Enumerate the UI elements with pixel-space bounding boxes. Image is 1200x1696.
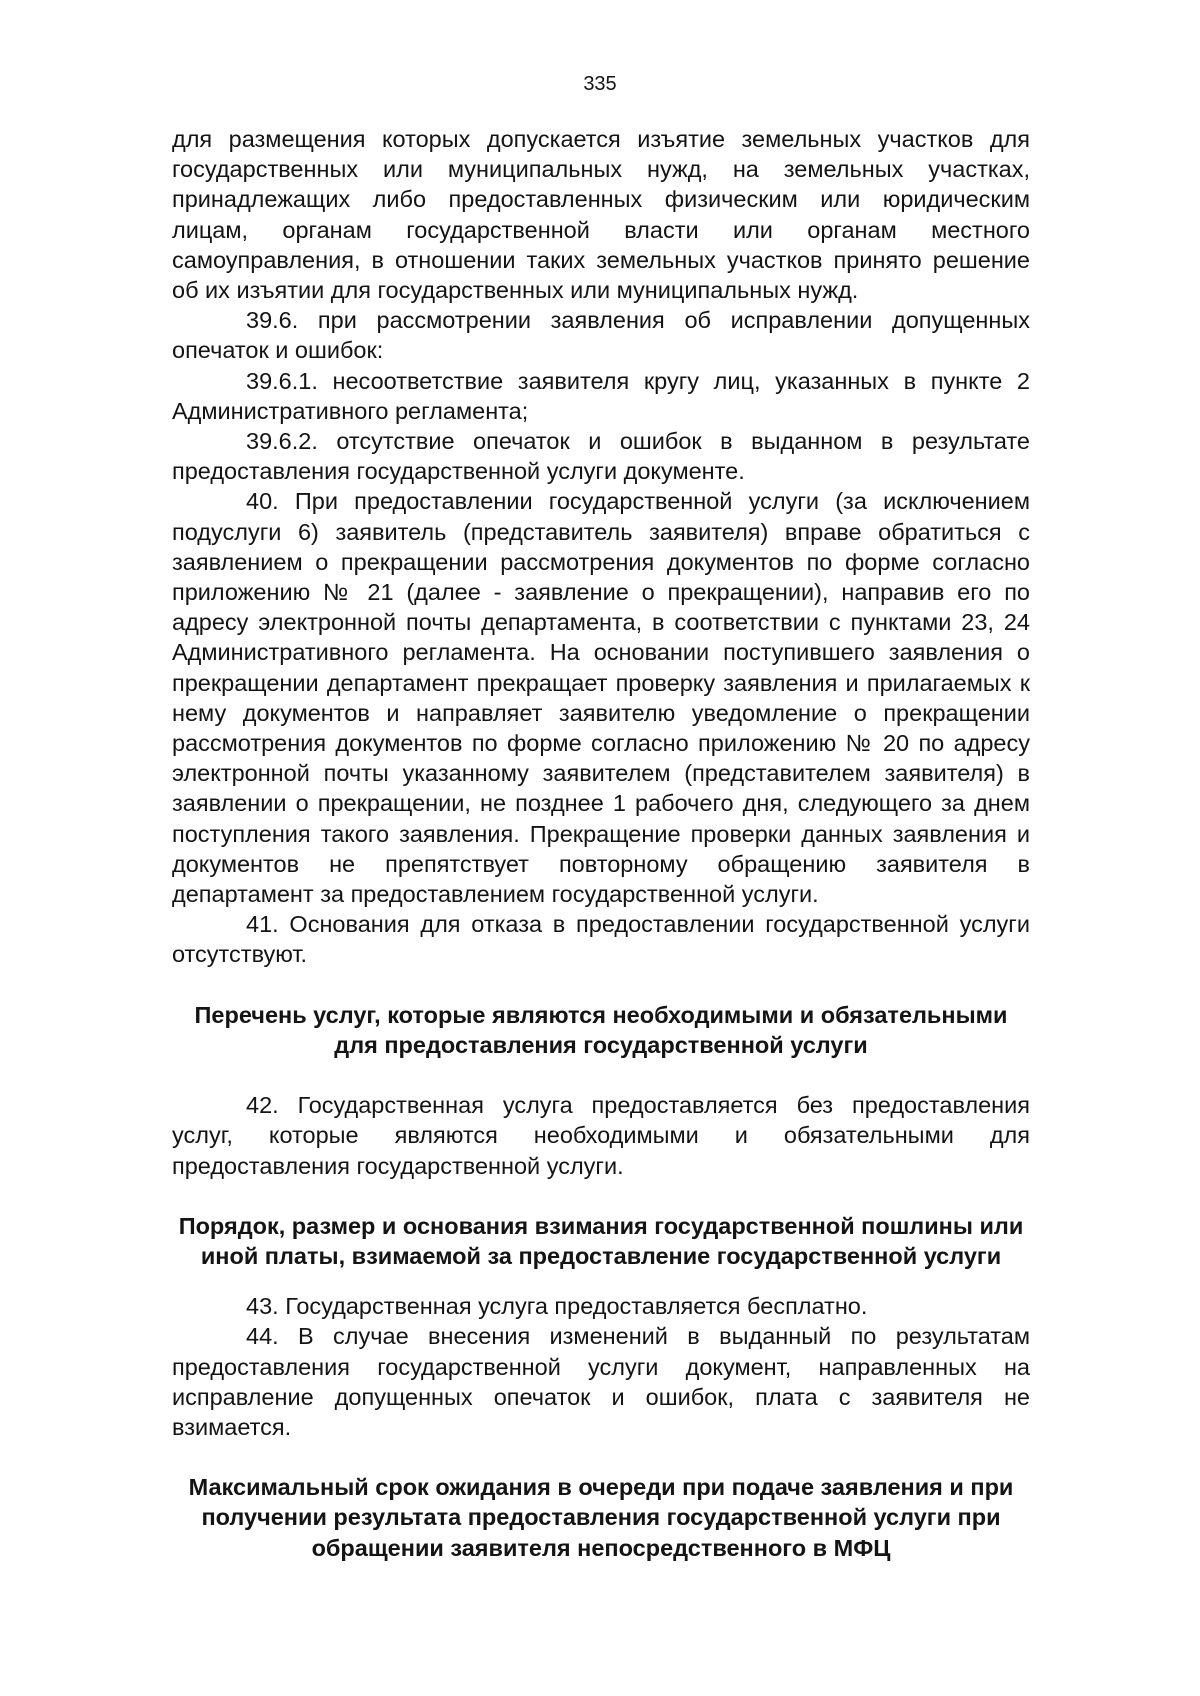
paragraph-39-6-2: 39.6.2. отсутствие опечаток и ошибок в выданном в результате предоставления государственной услуги документе. <box>172 428 1030 485</box>
page-number: 335 <box>583 73 617 95</box>
paragraph-42: 42. Государственная услуга предоставляется без предоставления услуг, которые являются необходимыми и обязательными для предоставления государственной услуги. <box>172 1092 1030 1179</box>
paragraph-44: 44. В случае внесения изменений в выданный по результатам предоставления государственной услуги документ, направленных на исправление допущенных опечаток и ошибок, плата с заявителя не взимается. <box>172 1323 1030 1440</box>
paragraph-41: 41. Основания для отказа в предоставлении государственной услуги отсутствуют. <box>172 911 1030 968</box>
section-heading-fees: Порядок, размер и основания взимания государственной пошлины или иной платы, взимаемой за предоставление государственной услуги <box>178 1212 1024 1269</box>
paragraph-39-6: 39.6. при рассмотрении заявления об исправлении допущенных опечаток и ошибок: <box>172 307 1030 364</box>
paragraph-39-6-1: 39.6.1. несоответствие заявителя кругу лиц, указанных в пункте 2 Административного регламента; <box>172 367 1030 424</box>
paragraph-43: 43. Государственная услуга предоставляется бесплатно. <box>246 1293 868 1320</box>
paragraph-40: 40. При предоставлении государственной услуги (за исключением подуслуги 6) заявитель (представитель заявителя) вправе обратиться с заявлением о прекращении рассмотрения документов по форме согласно приложению № 21 (далее - заявление о прекращении), направив его по адресу электронной почты департамента, в соответствии с пунктами 23, 24 Административного регламента. На основании поступившего заявления о прекращении департамент прекращает проверку заявления и прилагаемых к нему документов и направляет заявителю уведомление о прекращении рассмотрения документов по форме согласно приложению № 20 по адресу электронной почты указанному заявителем (представителем заявителя) в заявлении о прекращении, не позднее 1 рабочего дня, следующего за днем поступления такого заявления. Прекращение проверки данных заявления и документов не препятствует повторному обращению заявителя в департамент за предоставлением государственной услуги. <box>172 488 1030 908</box>
paragraph-land-plots: для размещения которых допускается изъятие земельных участков для государственных или муниципальных нужд, на земельных участках, принадлежащих либо предоставленных физическим или юридическим лицам, органам государственной власти или органам местного самоуправления, в отношении таких земельных участков принято решение об их изъятии для государственных или муниципальных нужд. <box>172 126 1030 304</box>
section-heading-required-services: Перечень услуг, которые являются необходимыми и обязательными для предоставления государственной услуги <box>194 1001 1008 1058</box>
section-heading-queue-time: Максимальный срок ожидания в очереди при подаче заявления и при получении результата предоставления государственной услуги при обращении заявителя непосредственного в МФЦ <box>188 1474 1014 1561</box>
document-body <box>172 124 1030 1563</box>
